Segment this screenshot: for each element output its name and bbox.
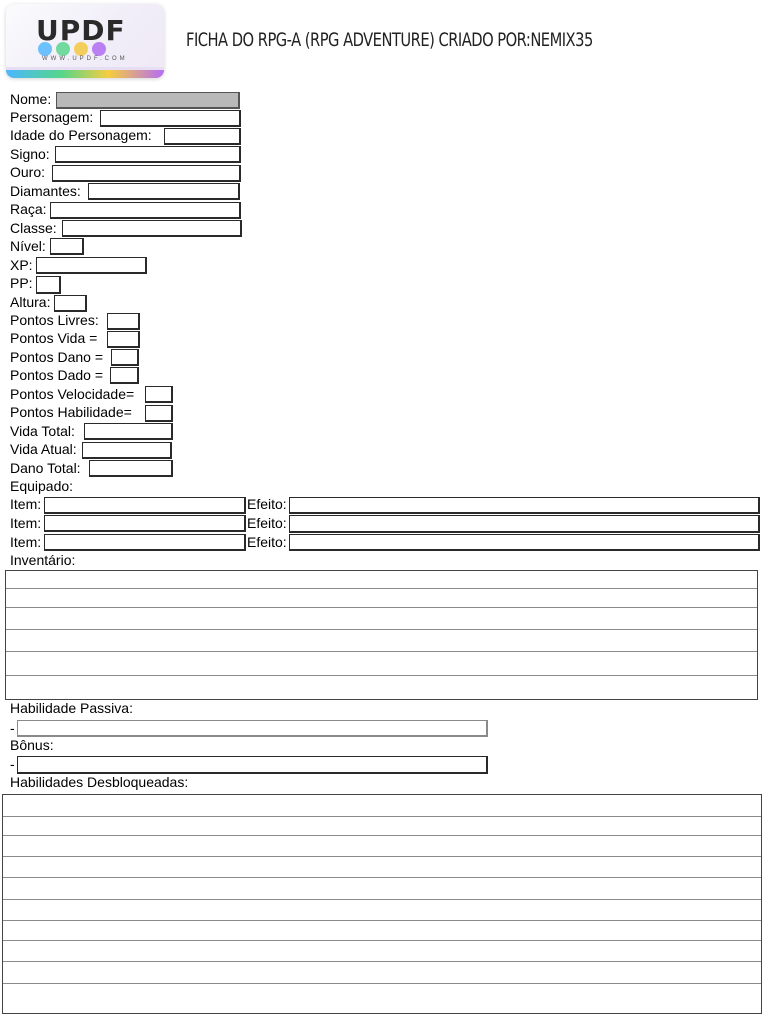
nome-field[interactable] [56, 92, 240, 109]
pontos-dado-label: Pontos Dado = [10, 367, 104, 383]
equipado-heading: Equipado: [10, 478, 74, 494]
idade-label: Idade do Personagem: [10, 127, 152, 143]
diamantes-label: Diamantes: [10, 183, 81, 199]
pontos-livres-field[interactable] [107, 313, 140, 330]
pontos-habilidade-field[interactable] [145, 405, 173, 422]
pontos-dano-field[interactable] [111, 349, 139, 366]
pp-field[interactable] [36, 276, 61, 294]
pontos-velocidade-field[interactable] [145, 386, 173, 403]
raca-label: Raça: [10, 201, 47, 217]
personagem-label: Personagem: [10, 109, 94, 125]
logo-wordmark: UPDF [36, 14, 126, 47]
item-label: Item: [10, 515, 42, 531]
efeito-label: Efeito: [247, 534, 287, 550]
pontos-vida-label: Pontos Vida = [10, 330, 98, 346]
xp-field[interactable] [36, 257, 147, 274]
ouro-label: Ouro: [10, 164, 46, 180]
raca-field[interactable] [50, 202, 241, 219]
efeito-field-2[interactable] [289, 515, 760, 533]
pontos-livres-label: Pontos Livres: [10, 312, 99, 328]
classe-field[interactable] [62, 220, 242, 237]
altura-field[interactable] [54, 295, 87, 312]
pontos-vida-field[interactable] [107, 331, 140, 348]
logo-color-stripe [6, 70, 164, 78]
bonus-dash: - [10, 756, 15, 772]
idade-field[interactable] [164, 128, 241, 145]
vida-atual-label: Vida Atual: [10, 441, 77, 457]
pontos-dano-label: Pontos Dano = [10, 349, 104, 365]
vida-total-label: Vida Total: [10, 423, 75, 439]
efeito-field-1[interactable] [289, 497, 760, 514]
classe-label: Classe: [10, 220, 57, 236]
nome-label: Nome: [10, 91, 52, 107]
ouro-field[interactable] [52, 165, 241, 182]
dano-total-field[interactable] [89, 460, 173, 477]
habilidade-passiva-field[interactable] [17, 720, 488, 737]
inventario-heading: Inventário: [10, 552, 76, 568]
signo-field[interactable] [55, 146, 241, 163]
vida-atual-field[interactable] [82, 442, 172, 459]
vida-total-field[interactable] [84, 423, 173, 440]
efeito-field-3[interactable] [289, 534, 760, 551]
bonus-heading: Bônus: [10, 737, 54, 753]
habilidade-passiva-dash: - [10, 720, 15, 736]
updf-logo [6, 4, 164, 78]
habilidades-desbloqueadas-area[interactable] [2, 794, 762, 1014]
signo-label: Signo: [10, 146, 50, 162]
bonus-field[interactable] [17, 756, 488, 774]
personagem-field[interactable] [100, 110, 241, 127]
pontos-velocidade-label: Pontos Velocidade= [10, 386, 135, 402]
item-label: Item: [10, 534, 42, 550]
diamantes-field[interactable] [88, 183, 240, 200]
item-field-3[interactable] [44, 534, 246, 551]
nivel-field[interactable] [50, 238, 84, 255]
item-label: Item: [10, 496, 42, 512]
altura-label: Altura: [10, 294, 51, 310]
pontos-habilidade-label: Pontos Habilidade= [10, 404, 132, 420]
xp-label: XP: [10, 257, 33, 273]
habilidade-passiva-heading: Habilidade Passiva: [10, 700, 133, 716]
habilidades-desbloqueadas-heading: Habilidades Desbloqueadas: [10, 774, 189, 790]
efeito-label: Efeito: [247, 515, 287, 531]
pp-label: PP: [10, 275, 33, 291]
item-field-1[interactable] [44, 497, 246, 514]
nivel-label: Nível: [10, 238, 46, 254]
pontos-dado-field[interactable] [110, 367, 139, 384]
item-field-2[interactable] [44, 515, 246, 532]
logo-url: WWW.UPDF.COM [42, 56, 128, 62]
efeito-label: Efeito: [247, 496, 287, 512]
dano-total-label: Dano Total: [10, 460, 81, 476]
inventario-area[interactable] [5, 570, 758, 700]
document-title: FICHA DO RPG-A (RPG ADVENTURE) CRIADO POR:NEMIX35 [186, 29, 593, 51]
